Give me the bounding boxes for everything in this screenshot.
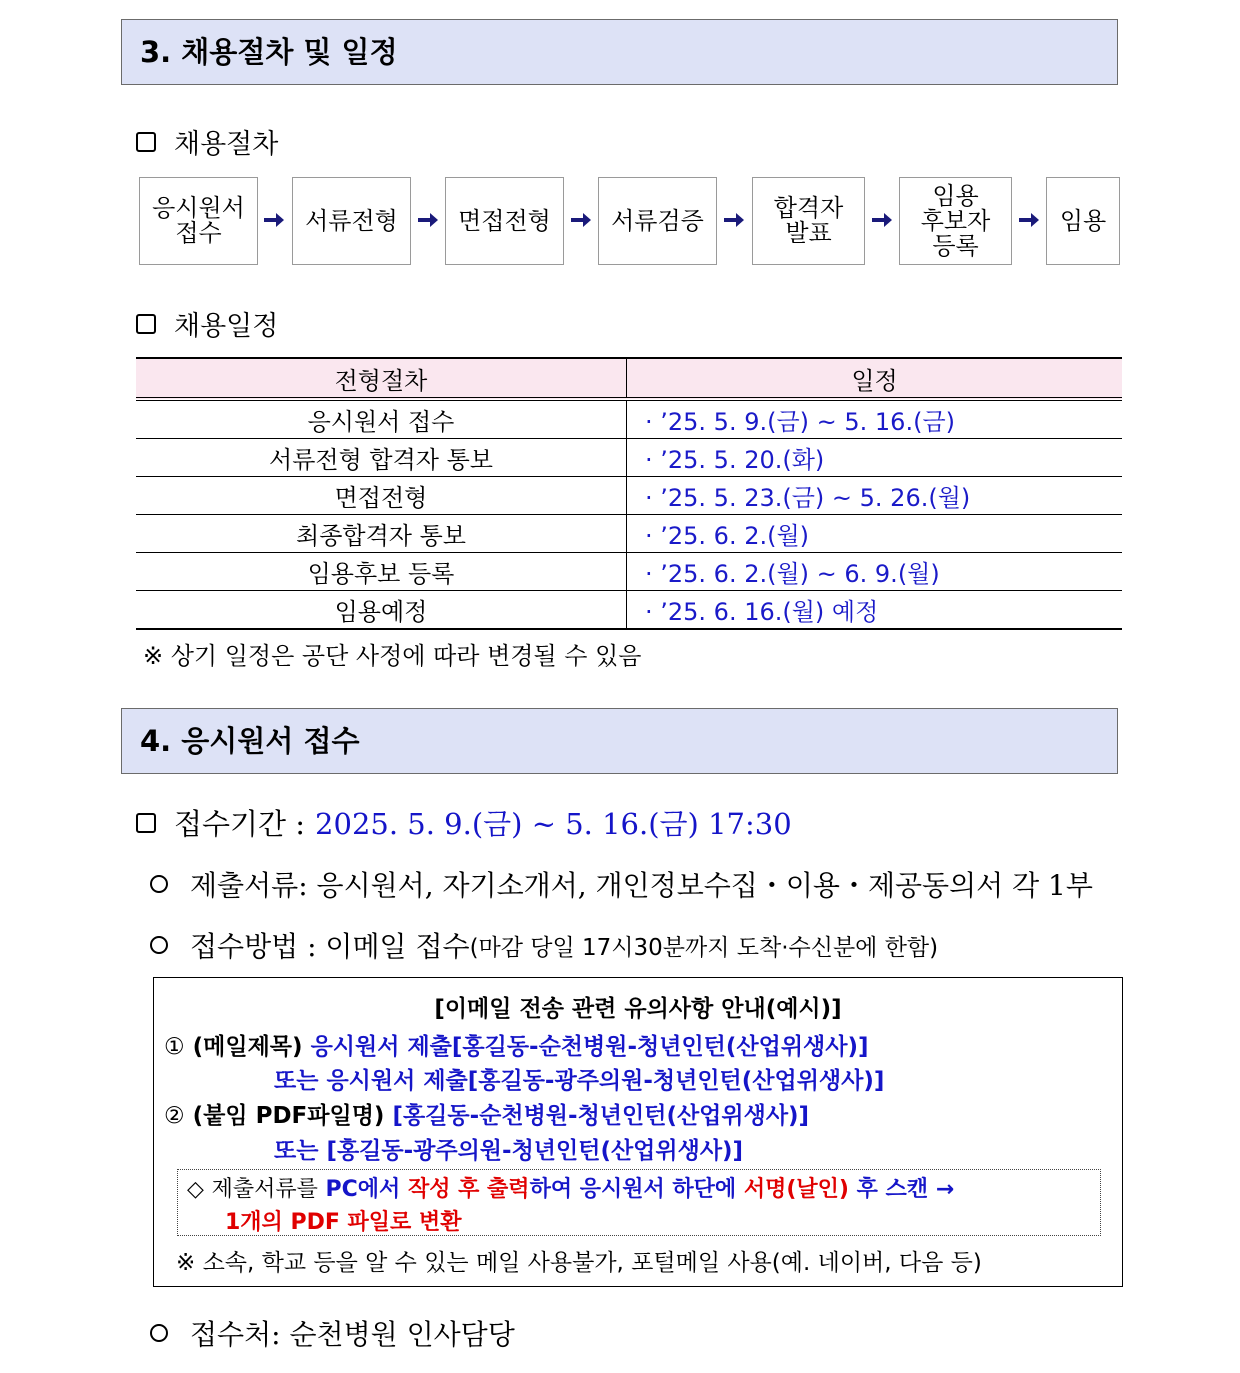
table-row xyxy=(136,591,1122,630)
section-3-header: 3. 채용절차 및 일정 xyxy=(121,19,1118,85)
right-arrow-icon xyxy=(569,208,593,232)
notice-part3: 작성 후 출력 xyxy=(407,1177,530,1202)
item1-alt: 또는 응시원서 제출[홍길동-광주의원-청년인턴(산업위생사)] xyxy=(274,1068,885,1094)
right-arrow-icon xyxy=(722,208,746,232)
table-row xyxy=(136,439,1122,477)
procedure-subtitle-text: 채용절차 xyxy=(174,129,279,160)
procedure-flow xyxy=(139,177,1120,265)
flow-step-application: 응시원서 접수 xyxy=(139,177,258,265)
flow-step-interview: 면접전형 xyxy=(445,177,564,265)
flow-step-candidate-registration: 임용 후보자 등록 xyxy=(899,177,1012,265)
schedule-table xyxy=(136,357,1122,630)
notice-part6: 후 스캔 → xyxy=(856,1177,955,1202)
right-arrow-icon xyxy=(1017,208,1041,232)
table-cell-step: 응시원서 접수 xyxy=(136,399,627,439)
notice-part5: 서명(날인) xyxy=(743,1177,849,1202)
method-detail: (마감 당일 17시30분까지 도착·수신분에 한함) xyxy=(469,934,939,961)
circle-bullet-icon xyxy=(150,936,168,954)
table-cell-date: · ’25. 5. 20.(화) xyxy=(627,439,1123,477)
pdf-notice-box xyxy=(177,1169,1101,1236)
table-header-row xyxy=(136,358,1122,399)
table-cell-date: · ’25. 6. 2.(월) xyxy=(627,515,1123,553)
table-cell-step: 임용후보 등록 xyxy=(136,553,627,591)
period-label: 접수기간 : xyxy=(174,807,306,841)
table-header-step: 전형절차 xyxy=(136,358,627,399)
table-cell-step: 서류전형 합격자 통보 xyxy=(136,439,627,477)
flow-step-document-screening: 서류전형 xyxy=(292,177,411,265)
table-header-date: 일정 xyxy=(627,358,1123,399)
item2-value: [홍길동-순천병원-청년인턴(산업위생사)] xyxy=(392,1103,810,1129)
schedule-subtitle-text: 채용일정 xyxy=(174,311,279,342)
flow-step-verification: 서류검증 xyxy=(598,177,717,265)
method-label: 접수방법 : 이메일 접수 xyxy=(190,930,470,963)
item1-label: (메일제목) xyxy=(192,1034,303,1060)
documents-text: 제출서류: 응시원서, 자기소개서, 개인정보수집・이용・제공동의서 각 1부 xyxy=(190,869,1093,902)
email-box-title: [이메일 전송 관련 유의사항 안내(예시)] xyxy=(434,996,842,1022)
email-guidance-box xyxy=(153,977,1123,1287)
flow-step-announcement: 합격자 발표 xyxy=(752,177,865,265)
table-cell-date: · ’25. 6. 2.(월) ~ 6. 9.(월) xyxy=(627,553,1123,591)
table-cell-step: 최종합격자 통보 xyxy=(136,515,627,553)
procedure-subtitle xyxy=(136,122,278,161)
flow-step-appointment: 임용 xyxy=(1046,177,1120,265)
table-row xyxy=(136,477,1122,515)
item2-label: (붙임 PDF파일명) xyxy=(192,1103,385,1129)
checkbox-icon xyxy=(136,813,156,833)
schedule-note: ※ 상기 일정은 공단 사정에 따라 변경될 수 있음 xyxy=(143,642,642,670)
item1-number: ① xyxy=(164,1034,185,1060)
documents-item xyxy=(150,864,1093,904)
item2-alt: 또는 [홍길동-광주의원-청년인턴(산업위생사)] xyxy=(274,1138,744,1164)
checkbox-icon xyxy=(136,132,156,152)
application-period xyxy=(136,802,792,843)
table-cell-date: · ’25. 5. 9.(금) ~ 5. 16.(금) xyxy=(627,399,1123,439)
right-arrow-icon xyxy=(262,208,286,232)
receiver-text: 접수처: 순천병원 인사담당 xyxy=(190,1318,515,1351)
table-cell-date: · ’25. 5. 23.(금) ~ 5. 26.(월) xyxy=(627,477,1123,515)
item1-value: 응시원서 제출[홍길동-순천병원-청년인턴(산업위생사)] xyxy=(310,1034,869,1060)
table-row xyxy=(136,553,1122,591)
notice-part1: 제출서류를 xyxy=(211,1177,318,1202)
notice-part2: PC에서 xyxy=(325,1177,401,1202)
table-cell-date: · ’25. 6. 16.(월) 예정 xyxy=(627,591,1123,630)
diamond-icon: ◇ xyxy=(187,1177,204,1202)
table-row xyxy=(136,399,1122,439)
notice-part7: 1개의 PDF 파일로 변환 xyxy=(225,1210,462,1235)
circle-bullet-icon xyxy=(150,875,168,893)
email-box-footnote: ※ 소속, 학교 등을 알 수 있는 메일 사용불가, 포털메일 사용(예. 네이버, 다음 등) xyxy=(176,1250,982,1276)
method-item xyxy=(150,925,938,965)
receiver-item xyxy=(150,1313,515,1353)
table-row xyxy=(136,515,1122,553)
checkbox-icon xyxy=(136,314,156,334)
period-value: 2025. 5. 9.(금) ~ 5. 16.(금) 17:30 xyxy=(315,807,792,841)
section-4-header: 4. 응시원서 접수 xyxy=(121,708,1118,774)
table-cell-step: 임용예정 xyxy=(136,591,627,630)
schedule-subtitle xyxy=(136,304,278,343)
right-arrow-icon xyxy=(870,208,894,232)
right-arrow-icon xyxy=(416,208,440,232)
notice-part4: 하여 응시원서 하단에 xyxy=(529,1177,737,1202)
circle-bullet-icon xyxy=(150,1324,168,1342)
item2-number: ② xyxy=(164,1103,185,1129)
table-cell-step: 면접전형 xyxy=(136,477,627,515)
